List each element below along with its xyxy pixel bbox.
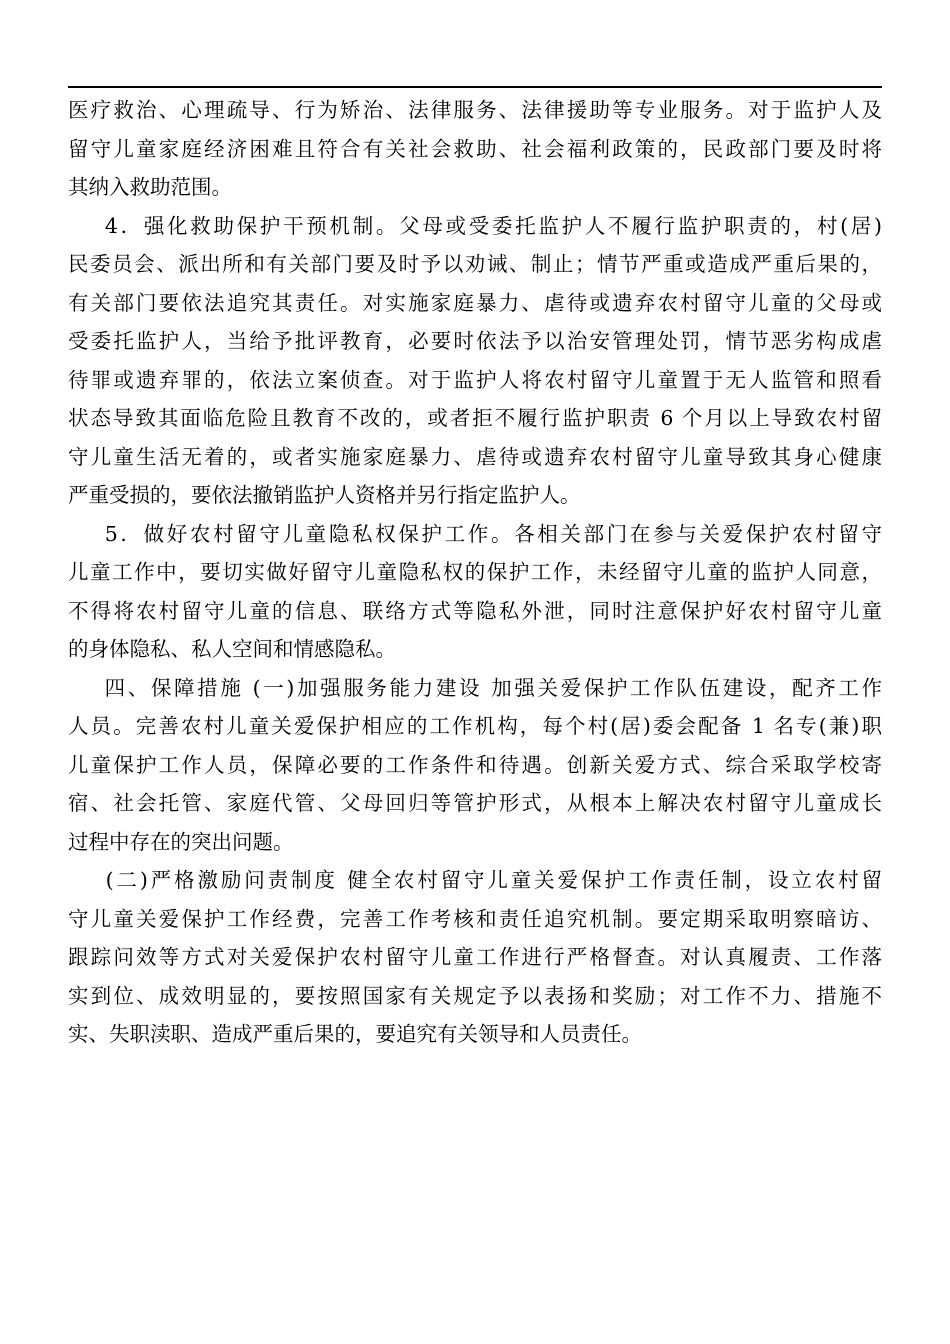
text-line: 实到位、成效明显的，要按照国家有关规定予以表扬和奖励；对工作不力、措施不 bbox=[68, 983, 882, 1008]
paragraph bbox=[68, 515, 882, 669]
paragraph bbox=[68, 861, 882, 1054]
text-line: 医疗救治、心理疏导、行为矫治、法律服务、法律援助等专业服务。对于监护人及 bbox=[68, 98, 882, 122]
text-line: 儿童保护工作人员，保障必要的工作条件和待遇。创新关爱方式、综合采取学校寄 bbox=[68, 752, 882, 777]
text-line: 过程中存在的突出问题。 bbox=[68, 829, 294, 854]
text-line: 四、保障措施 (一)加强服务能力建设 加强关爱保护工作队伍建设，配齐工作 bbox=[68, 675, 882, 700]
text-line: 其纳入救助范围。 bbox=[68, 175, 232, 199]
paragraph bbox=[68, 207, 882, 515]
text-line: 儿童工作中，要切实做好留守儿童隐私权的保护工作，未经留守儿童的监护人同意， bbox=[68, 560, 882, 584]
text-line: 宿、社会托管、家庭代管、父母回归等管护形式，从根本上解决农村留守儿童成长 bbox=[68, 791, 882, 815]
text-line: 实、失职渎职、造成严重后果的，要追究有关领导和人员责任。 bbox=[68, 1022, 642, 1046]
text-line: 的身体隐私、私人空间和情感隐私。 bbox=[68, 637, 396, 661]
text-line: 4．强化救助保护干预机制。父母或受委托监护人不履行监护职责的，村(居) bbox=[68, 213, 882, 238]
text-line: (二)严格激励问责制度 健全农村留守儿童关爱保护工作责任制，设立农村留 bbox=[68, 868, 882, 892]
text-line: 人员。完善农村儿童关爱保护相应的工作机构，每个村(居)委会配备 1 名专(兼)职 bbox=[68, 714, 882, 738]
text-line: 待罪或遗弃罪的，依法立案侦查。对于监护人将农村留守儿童置于无人监管和照看 bbox=[68, 367, 882, 392]
paragraph bbox=[68, 669, 882, 862]
text-line: 守儿童关爱保护工作经费，完善工作考核和责任追究机制。要定期采取明察暗访、 bbox=[68, 906, 882, 931]
text-line: 5．做好农村留守儿童隐私权保护工作。各相关部门在参与关爱保护农村留守 bbox=[68, 521, 882, 546]
document-body bbox=[68, 91, 882, 1054]
text-line: 跟踪问效等方式对关爱保护农村留守儿童工作进行严格督查。对认真履责、工作落 bbox=[68, 945, 882, 969]
text-line: 受委托监护人，当给予批评教育，必要时依法予以治安管理处罚，情节恶劣构成虐 bbox=[68, 329, 882, 353]
text-line: 守儿童生活无着的，或者实施家庭暴力、虐待或遗弃农村留守儿童导致其身心健康 bbox=[68, 444, 882, 469]
text-line: 民委员会、派出所和有关部门要及时予以劝诫、制止；情节严重或造成严重后果的， bbox=[68, 252, 882, 276]
paragraph bbox=[68, 91, 882, 207]
text-line: 不得将农村留守儿童的信息、联络方式等隐私外泄，同时注意保护好农村留守儿童 bbox=[68, 598, 882, 623]
text-line: 有关部门要依法追究其责任。对实施家庭暴力、虐待或遗弃农村留守儿童的父母或 bbox=[68, 290, 882, 315]
text-line: 严重受损的，要依法撤销监护人资格并另行指定监护人。 bbox=[68, 483, 581, 507]
text-line: 状态导致其面临危险且教育不改的，或者拒不履行监护职责 6 个月以上导致农村留 bbox=[68, 406, 882, 430]
text-line: 留守儿童家庭经济困难且符合有关社会救助、社会福利政策的，民政部门要及时将 bbox=[68, 136, 882, 161]
header-rule bbox=[68, 86, 882, 88]
